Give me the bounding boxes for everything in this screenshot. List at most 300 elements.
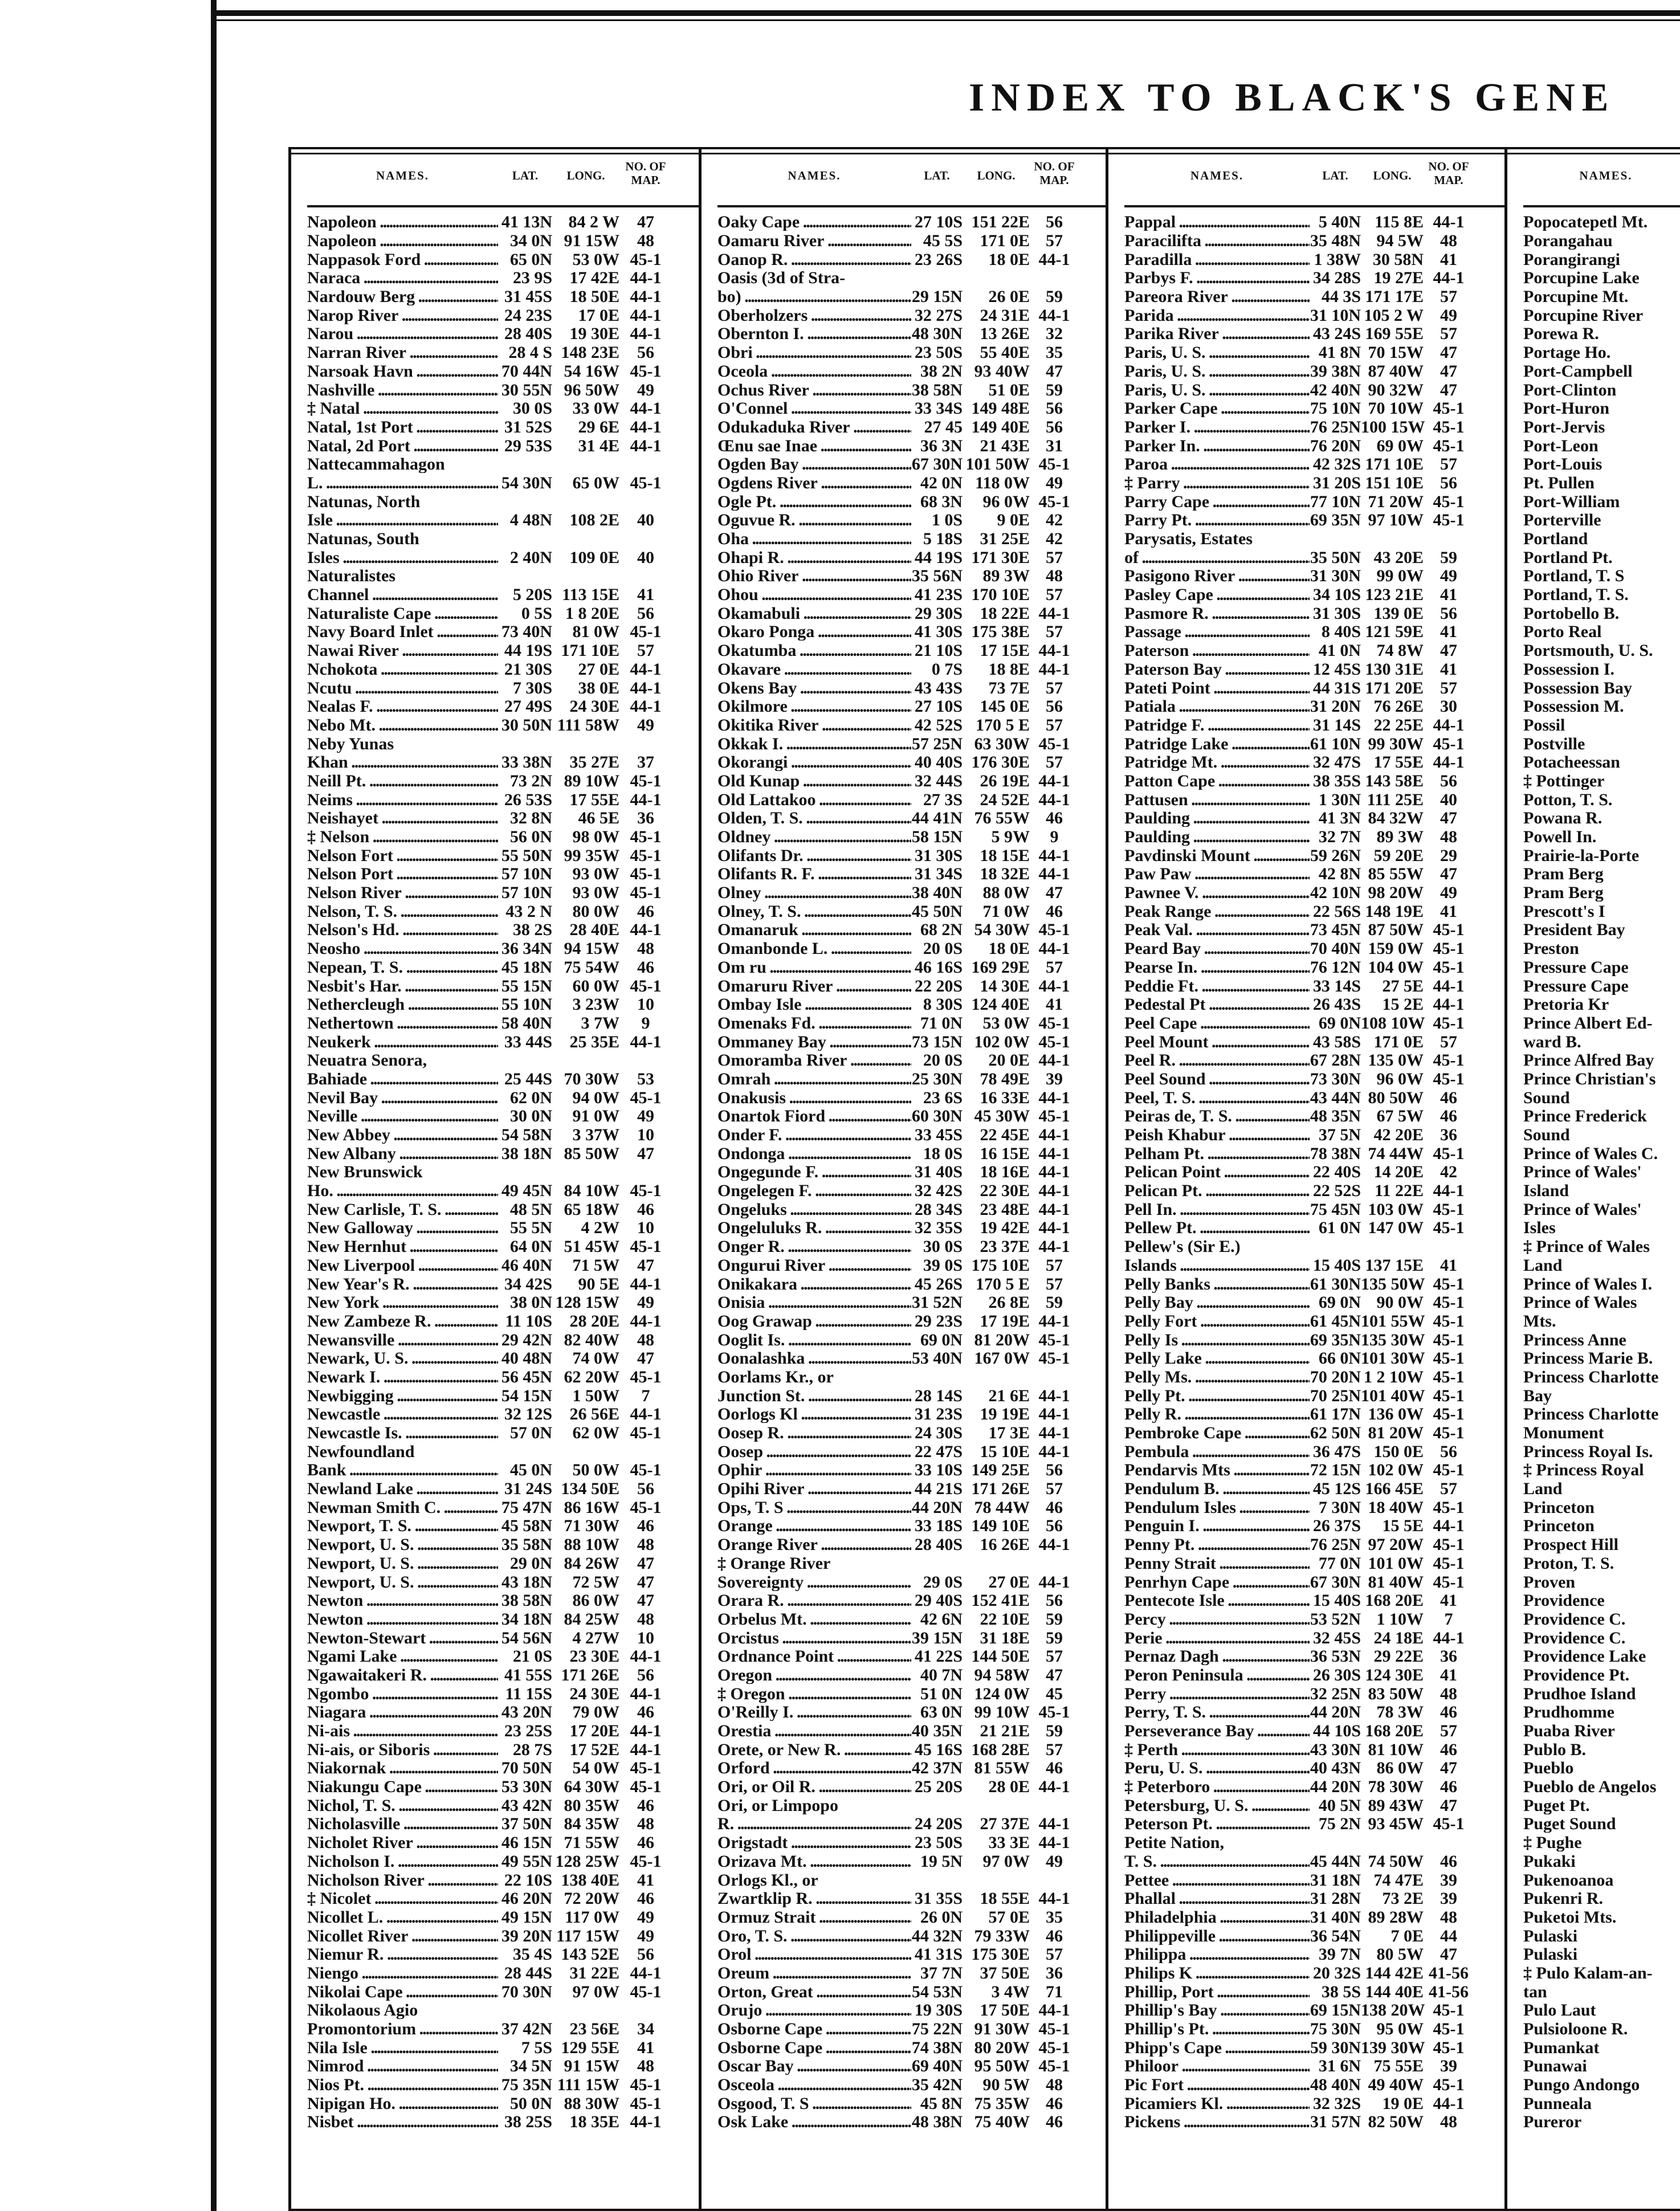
lat-value: 1 38W	[1314, 250, 1361, 269]
long-value: 76 55W	[974, 809, 1030, 828]
map-value: 45-1	[1433, 1200, 1465, 1219]
long-value: 96 0W	[982, 492, 1030, 511]
map-value: 44-1	[1038, 1051, 1070, 1070]
index-entry	[1523, 2057, 1680, 2076]
long-value: 117 0W	[565, 1907, 619, 1927]
lat-value: 21 10S	[914, 641, 963, 660]
index-entry	[717, 1238, 1106, 1257]
index-entry	[307, 1200, 699, 1219]
lat-value: 73 15N	[911, 1032, 963, 1051]
lat-value: 41 8N	[1318, 343, 1361, 362]
map-value: 46	[1046, 1926, 1063, 1945]
place-name: Ori, or Oil R. .....	[717, 1778, 911, 1796]
index-entry	[1523, 790, 1680, 809]
place-name: Opihi River .....	[717, 1480, 911, 1498]
index-entry	[1523, 2094, 1680, 2113]
long-value: 65 18W	[564, 1200, 619, 1219]
index-entry	[1124, 790, 1504, 809]
place-name: Ondonga .....	[717, 1145, 911, 1162]
lat-value: 31 45S	[504, 287, 552, 307]
map-value: 47	[637, 1572, 654, 1592]
map-value: 44-1	[630, 1274, 662, 1294]
long-value: 16 26E	[980, 1535, 1030, 1555]
place-name: Parker In. .....	[1124, 438, 1310, 455]
index-entry	[717, 660, 1106, 679]
lat-value: 46 40N	[501, 1255, 552, 1275]
long-value: 144 42E	[1365, 1963, 1424, 1982]
index-entry	[717, 325, 1106, 344]
map-value: 57	[1046, 957, 1063, 977]
index-entry	[307, 1480, 699, 1499]
index-entry	[1523, 1107, 1680, 1126]
map-value: 44-1	[630, 1722, 662, 1741]
map-value: 49	[637, 380, 654, 399]
lat-value: 32 12S	[504, 1405, 552, 1424]
lat-value: 73 45N	[1310, 920, 1361, 940]
long-value: 83 50W	[1368, 1684, 1424, 1703]
place-name: Perry .....	[1124, 1686, 1310, 1703]
long-value: 98 20W	[1368, 883, 1424, 903]
long-value: 1 2 10W	[1364, 1367, 1424, 1386]
place-name: Nebo Mt. .....	[307, 717, 498, 734]
place-name: Porangahau	[1523, 232, 1613, 250]
long-value: 85 55W	[1368, 864, 1424, 884]
index-entry	[1523, 716, 1680, 735]
place-name: New Brunswick	[307, 1164, 423, 1181]
index-entry	[1523, 325, 1680, 344]
long-value: 93 40W	[974, 361, 1030, 381]
place-name: Oldney .....	[717, 829, 911, 846]
index-entry	[1523, 1182, 1680, 1201]
index-entry	[717, 269, 1106, 288]
long-value: 74 47E	[1373, 1870, 1424, 1890]
lat-value: 38 2S	[512, 920, 552, 940]
place-name: Newton-Stewart .....	[307, 1630, 498, 1647]
lat-value: 28 7S	[512, 1740, 552, 1759]
place-name: Ongeluks .....	[717, 1201, 911, 1218]
index-entry	[307, 2094, 699, 2113]
lat-value: 33 18S	[914, 1516, 963, 1536]
place-name: Patton Cape .....	[1124, 773, 1310, 790]
lat-value: 15 40S	[1312, 1255, 1361, 1275]
lat-value: 76 20N	[1310, 436, 1361, 455]
place-name: Newton .....	[307, 1611, 498, 1628]
long-value: 16 15E	[980, 1144, 1030, 1163]
index-entry	[1124, 1014, 1504, 1033]
index-entry	[1124, 902, 1504, 921]
place-name: Sovereignty .....	[717, 1574, 911, 1591]
header-names: NAMES.	[1190, 169, 1244, 182]
column-header	[1124, 149, 1504, 207]
long-value: 31 4E	[578, 436, 619, 455]
lat-value: 43 2 N	[505, 901, 552, 921]
long-value: 1 50W	[572, 1386, 619, 1405]
long-value: 31 18E	[980, 1628, 1030, 1647]
lat-value: 35 4S	[512, 1945, 552, 1964]
map-value: 45-1	[1038, 1032, 1070, 1051]
index-entry	[1124, 2038, 1504, 2057]
long-value: 27 5E	[1382, 976, 1424, 996]
lat-value: 64 0N	[509, 1237, 552, 1257]
long-value: 144 50E	[971, 1647, 1030, 1666]
lat-value: 23 25S	[504, 1722, 552, 1741]
long-value: 91 0W	[572, 1107, 619, 1126]
lat-value: 44 20N	[1310, 1703, 1361, 1722]
long-value: 86 16W	[564, 1498, 619, 1517]
lat-value: 20 0S	[923, 939, 963, 958]
lat-value: 36 3N	[920, 436, 963, 455]
lat-value: 53 52N	[1310, 1609, 1361, 1629]
place-name: Prince of Wales C.	[1523, 1145, 1658, 1162]
map-value: 45-1	[1433, 417, 1465, 437]
map-value: 45-1	[1433, 957, 1465, 977]
place-name: Old Kunap .....	[717, 773, 911, 790]
lat-value: 39 15N	[911, 1628, 963, 1647]
index-entry	[717, 679, 1106, 697]
index-entry	[1523, 2020, 1680, 2039]
map-value: 45-1	[630, 361, 662, 381]
long-value: 138 40E	[561, 1870, 619, 1890]
map-value: 44-1	[1038, 1200, 1070, 1219]
map-value: 46	[1046, 1498, 1063, 1517]
index-entry	[1124, 474, 1504, 493]
long-value: 117 15W	[556, 1926, 619, 1945]
long-value: 84 10W	[564, 1181, 619, 1201]
place-name: Princess Anne	[1523, 1331, 1626, 1349]
lat-value: 44 19S	[914, 548, 963, 567]
long-value: 91 15W	[564, 231, 619, 251]
index-entry	[1523, 642, 1680, 660]
map-value: 44-1	[1433, 213, 1465, 232]
place-name: Portland, T. S.	[1523, 586, 1629, 604]
index-entry	[717, 996, 1106, 1014]
place-name: Princess Marie B.	[1523, 1350, 1653, 1368]
map-value: 45-1	[1433, 1386, 1465, 1405]
place-name: Peru, U. S. .....	[1124, 1760, 1310, 1777]
map-value: 46	[637, 1889, 654, 1908]
index-entry	[717, 1703, 1106, 1722]
long-value: 101 40W	[1361, 1386, 1425, 1405]
place-name: Parida .....	[1124, 307, 1310, 324]
lat-value: 32 25N	[1310, 1684, 1361, 1703]
long-value: 171 20E	[1365, 678, 1424, 697]
index-entry	[1523, 474, 1680, 493]
map-value: 45-1	[1433, 2001, 1465, 2020]
place-name: Nawai River .....	[307, 642, 498, 659]
index-entry	[1523, 1126, 1680, 1145]
lat-value: 48 5N	[509, 1200, 552, 1219]
map-value: 48	[1046, 2075, 1063, 2095]
place-name: Ongeluluks R. .....	[717, 1219, 911, 1237]
header-names: NAMES.	[788, 169, 841, 182]
index-entry	[717, 921, 1106, 940]
place-name: Prince of Wales I.	[1523, 1275, 1653, 1293]
index-entry	[1124, 828, 1504, 847]
map-value: 71	[1046, 1982, 1063, 2001]
lat-value: 43 44N	[1310, 1088, 1361, 1107]
index-entry	[1523, 1014, 1680, 1033]
map-value: 56	[637, 603, 654, 623]
place-name: Nicholson River .....	[307, 1872, 498, 1889]
place-name: Proven	[1523, 1573, 1576, 1591]
map-value: 46	[1440, 1777, 1457, 1797]
map-value: 45-1	[1433, 734, 1465, 753]
place-name: tan	[1523, 1983, 1547, 2001]
place-name: Isles .....	[307, 549, 498, 566]
map-value: 45-1	[630, 1777, 662, 1797]
place-name: Pellew Pt. .....	[1124, 1219, 1310, 1237]
long-value: 71 20W	[1368, 492, 1424, 511]
place-name: Okitika River .....	[717, 717, 911, 734]
long-value: 17 0E	[578, 305, 619, 325]
place-name: Publo B.	[1523, 1741, 1587, 1759]
index-entry	[717, 2057, 1106, 2076]
long-value: 90 0W	[1376, 1293, 1424, 1312]
long-value: 88 10W	[564, 1535, 619, 1555]
map-value: 45-1	[1433, 1423, 1465, 1443]
long-value: 81 55W	[974, 1759, 1030, 1778]
index-entry	[1124, 1778, 1504, 1797]
lat-value: 27 10S	[914, 697, 963, 716]
lat-value: 45 12S	[1312, 1479, 1361, 1499]
place-name: ‡ Parry .....	[1124, 475, 1310, 492]
place-name: Isle .....	[307, 512, 498, 529]
index-entry	[717, 1498, 1106, 1517]
index-entry	[1124, 1238, 1504, 1257]
lat-value: 44 10S	[1312, 1722, 1361, 1741]
map-value: 44-1	[1038, 1386, 1070, 1405]
place-name: Oro, T. S. .....	[717, 1928, 911, 1945]
page-border-top-thin	[217, 19, 1680, 21]
index-entry	[1523, 1871, 1680, 1890]
lat-value: 25 44S	[504, 1069, 552, 1088]
map-value: 57	[1440, 287, 1457, 307]
lat-value: 63 0N	[920, 1703, 963, 1722]
place-name: Oosep .....	[717, 1443, 911, 1461]
map-value: 44-1	[630, 1684, 662, 1703]
map-value: 56	[1046, 1591, 1063, 1610]
index-entry	[1523, 1163, 1680, 1182]
place-name: Nevil Bay .....	[307, 1090, 498, 1107]
lat-value: 20 0S	[923, 1051, 963, 1070]
place-name: Neuatra Senora,	[307, 1052, 427, 1070]
index-entry	[1523, 455, 1680, 474]
index-entry	[1124, 1088, 1504, 1107]
map-value: 45-1	[630, 1982, 662, 2001]
place-name: Ooglit Is. .....	[717, 1332, 911, 1349]
map-value: 47	[1440, 1945, 1457, 1964]
index-entry	[1124, 1555, 1504, 1573]
long-value: 115 8E	[1375, 213, 1424, 232]
place-name: ‡ Orange River	[717, 1555, 831, 1572]
map-value: 45-1	[1038, 2038, 1070, 2057]
lat-value: 26 37S	[1312, 1516, 1361, 1536]
long-value: 26 19E	[980, 771, 1030, 790]
long-value: 96 0W	[1376, 1069, 1424, 1088]
lat-value: 32 42S	[914, 1181, 963, 1201]
place-name: Phillip, Port .....	[1124, 1984, 1310, 2001]
index-entry	[1523, 604, 1680, 623]
index-entry	[717, 455, 1106, 474]
place-name: Prince Alfred Bay	[1523, 1052, 1654, 1070]
place-name: Nila Isle .....	[307, 2039, 498, 2057]
index-entry	[717, 1144, 1106, 1163]
long-value: 14 30E	[980, 976, 1030, 996]
long-value: 17 15E	[980, 641, 1030, 660]
long-value: 27 0E	[578, 659, 619, 679]
map-value: 44-1	[1038, 250, 1070, 269]
index-entry	[1124, 884, 1504, 903]
lat-value: 73 30N	[1310, 1069, 1361, 1088]
map-value: 40	[637, 548, 654, 567]
lat-value: 65 0N	[509, 250, 552, 269]
index-entry	[1124, 1853, 1504, 1871]
map-value: 56	[1440, 473, 1457, 492]
index-entry	[717, 232, 1106, 251]
index-entry	[307, 530, 699, 549]
place-name: Paradilla .....	[1124, 251, 1310, 268]
place-name: ‡ Nelson .....	[307, 829, 498, 846]
place-name: Napoleon .....	[307, 214, 498, 231]
place-name: Prairie-la-Porte	[1523, 847, 1640, 864]
lat-value: 35 48N	[1310, 231, 1361, 251]
place-name: Port-Jervis	[1523, 418, 1605, 436]
place-name: New Hernhut .....	[307, 1238, 498, 1255]
place-name: Ombay Isle .....	[717, 996, 911, 1013]
index-entry	[307, 1927, 699, 1945]
index-entry	[307, 1033, 699, 1051]
long-value: 71 5W	[572, 1255, 619, 1275]
lat-value: 67 30N	[1310, 1572, 1361, 1592]
long-value: 80 35W	[564, 1796, 619, 1815]
index-entry	[717, 418, 1106, 437]
place-name: Phallal .....	[1124, 1890, 1310, 1907]
index-entry	[1124, 1982, 1504, 2001]
place-name: Onikakara .....	[717, 1276, 911, 1293]
long-value: 139 30W	[1361, 2038, 1425, 2057]
index-entry	[717, 548, 1106, 567]
lat-value: 7 30S	[512, 678, 552, 697]
lat-value: 29 0N	[509, 1553, 552, 1573]
lat-value: 40 48N	[501, 1349, 552, 1368]
index-entry	[717, 1871, 1106, 1890]
place-name: Princeton	[1523, 1517, 1595, 1535]
lat-value: 5 20S	[512, 585, 552, 605]
place-name: Nipigan Ho. .....	[307, 2095, 498, 2112]
place-name: Nelson, T. S. .....	[307, 903, 498, 920]
map-value: 48	[637, 1330, 654, 1349]
long-value: 15 2E	[1382, 995, 1424, 1014]
index-entry	[1523, 1238, 1680, 1257]
map-value: 45-1	[1433, 1311, 1465, 1331]
place-name: Ops, T. S .....	[717, 1499, 911, 1516]
map-value: 47	[1440, 1796, 1457, 1815]
long-value: 123 21E	[1365, 585, 1424, 605]
index-entry	[1124, 1219, 1504, 1238]
index-entry	[1124, 1331, 1504, 1349]
long-value: 135 30W	[1361, 1330, 1425, 1349]
lat-value: 22 20S	[914, 976, 963, 996]
long-value: 171 17E	[1365, 287, 1424, 307]
long-value: 168 20E	[1365, 1591, 1424, 1610]
index-entry	[1124, 623, 1504, 642]
lat-value: 11 10S	[505, 1311, 552, 1331]
index-entry	[1124, 1200, 1504, 1219]
lat-value: 72 15N	[1310, 1461, 1361, 1480]
index-entry	[1124, 1610, 1504, 1629]
lat-value: 55 5N	[509, 1218, 552, 1238]
index-column-o	[699, 149, 1106, 2209]
long-value: 150 0E	[1373, 1442, 1424, 1461]
index-entry	[717, 213, 1106, 232]
long-value: 79 33W	[974, 1926, 1030, 1945]
place-name: Channel .....	[307, 586, 498, 603]
header-map: NO. OF MAP.	[1428, 160, 1469, 187]
map-value: 44-1	[630, 659, 662, 679]
index-entry	[1124, 865, 1504, 884]
long-value: 171 26E	[971, 1479, 1030, 1499]
map-value: 46	[637, 1516, 654, 1536]
index-entry	[1523, 679, 1680, 697]
index-entry	[1124, 996, 1504, 1014]
map-value: 57	[1440, 678, 1457, 697]
map-value: 45	[1046, 1684, 1063, 1703]
index-entry	[1124, 1275, 1504, 1294]
map-value: 46	[637, 1833, 654, 1853]
map-value: 45-1	[1038, 734, 1070, 753]
place-name: Pawnee V. .....	[1124, 884, 1310, 901]
place-name: Ongegunde F. .....	[717, 1164, 911, 1181]
long-value: 78 44W	[974, 1498, 1030, 1517]
index-entry	[1124, 2094, 1504, 2113]
index-entry	[307, 1666, 699, 1685]
map-value: 45-1	[630, 864, 662, 884]
place-name: Natunas, South	[307, 531, 419, 548]
index-entry	[717, 306, 1106, 325]
long-value: 22 30E	[980, 1181, 1030, 1201]
place-name: Pelly Pt. .....	[1124, 1388, 1310, 1405]
index-entry	[307, 1238, 699, 1257]
index-entry	[717, 1908, 1106, 1927]
place-name: ‡ Perth .....	[1124, 1741, 1310, 1759]
map-value: 44-1	[1038, 976, 1070, 996]
place-name: Ochus River .....	[717, 382, 911, 399]
map-value: 45-1	[630, 883, 662, 903]
place-name: Naraca .....	[307, 270, 498, 287]
map-value: 56	[1046, 213, 1063, 232]
index-entry	[307, 1424, 699, 1443]
map-value: 46	[637, 1200, 654, 1219]
lat-value: 38 25S	[504, 2112, 552, 2132]
place-name: Oamaru River .....	[717, 232, 911, 250]
place-name: Oog Grawap .....	[717, 1313, 911, 1330]
place-name: Penguin I. .....	[1124, 1517, 1310, 1535]
place-name: Sound	[1523, 1127, 1570, 1144]
index-entry	[1523, 269, 1680, 288]
lat-value: 76 12N	[1310, 957, 1361, 977]
long-value: 84 35W	[564, 1814, 619, 1834]
lat-value: 25 30N	[911, 1069, 963, 1088]
lat-value: 70 40N	[1310, 939, 1361, 958]
map-value: 45-1	[1038, 920, 1070, 940]
map-value: 44-1	[630, 417, 662, 437]
index-entry	[1124, 1890, 1504, 1908]
long-value: 17 55E	[1373, 753, 1424, 772]
map-value: 44-1	[630, 436, 662, 455]
long-value: 75 55E	[1373, 2057, 1424, 2076]
index-entry	[717, 2038, 1106, 2057]
index-entry	[307, 250, 699, 269]
